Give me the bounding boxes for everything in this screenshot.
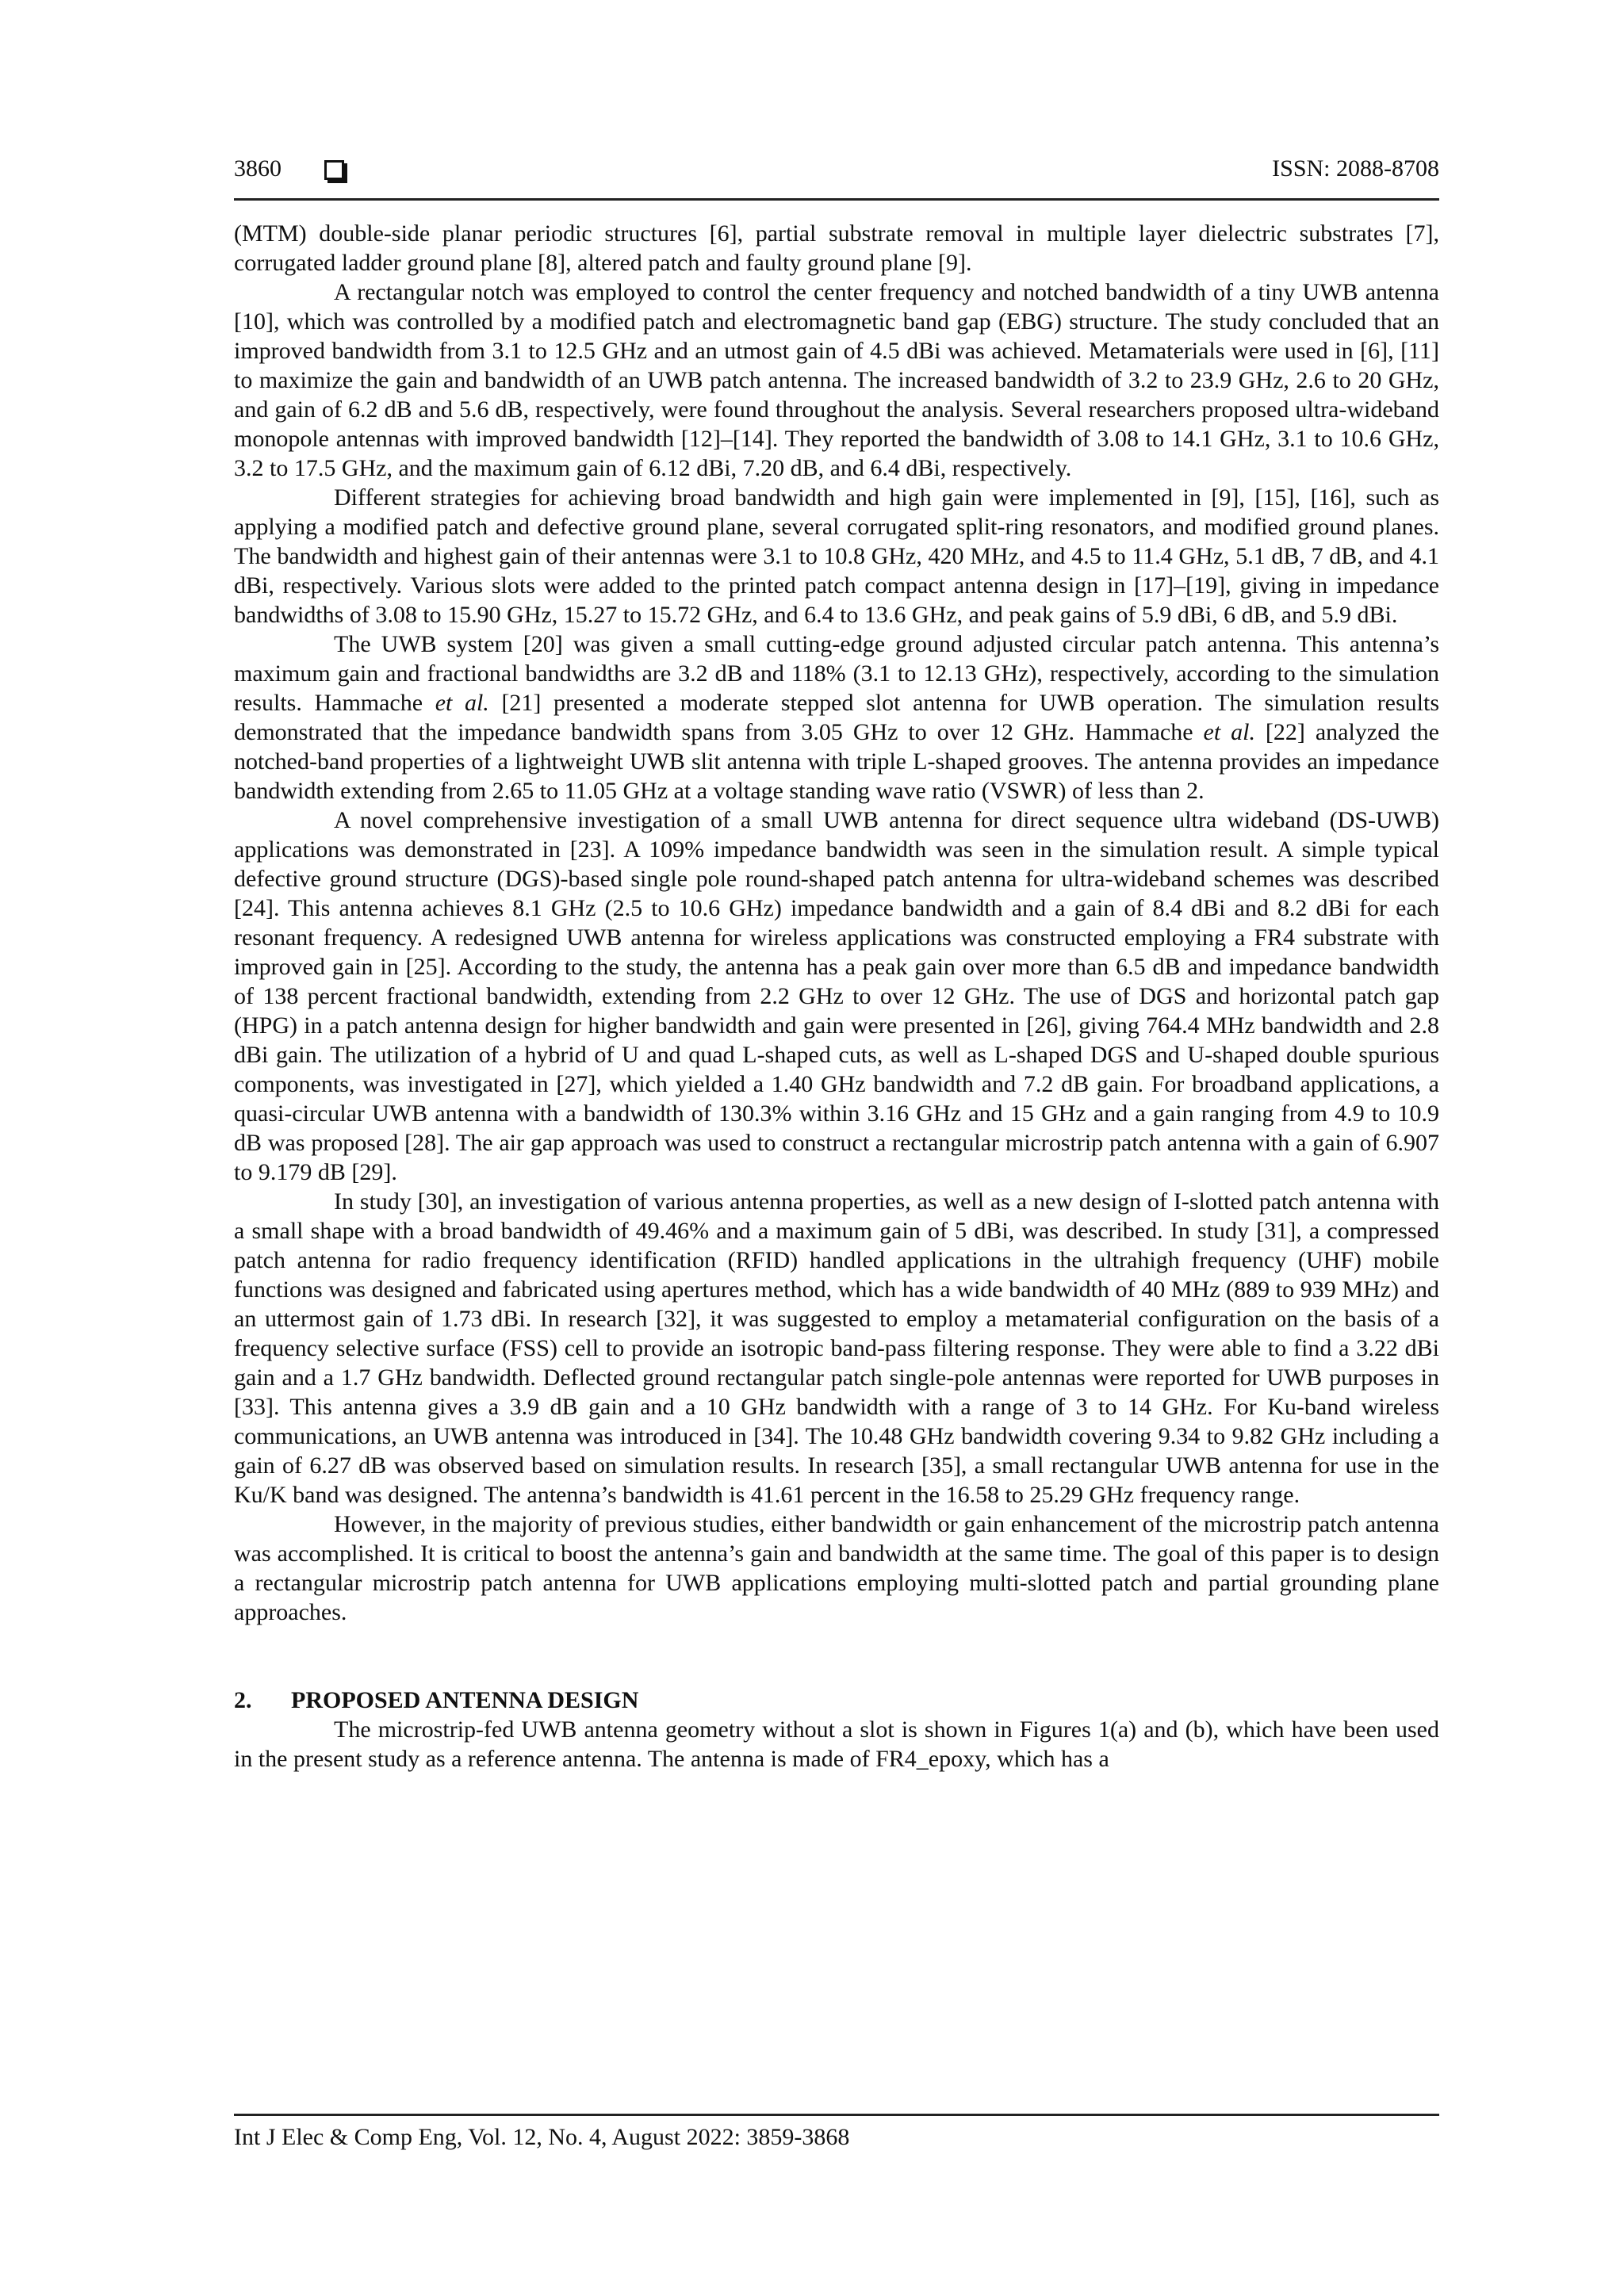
paragraph: A novel comprehensive investigation of a small UWB antenna for direct sequence ultra wideband (DS-UWB) applications was demonstrated in [23]. A 109% impedance bandwidth was seen in the simulation result. A simple typical defective ground structure (DGS)-based single pole round-shaped patch antenna for ultra-wideband schemes was described [24]. This antenna achieves 8.1 GHz (2.5 to 10.6 GHz) impedance bandwidth and a gain of 8.4 dBi and 8.2 dBi for each resonant frequency. A redesigned UWB antenna for wireless applications was constructed employing a FR4 substrate with improved gain in [25]. According to the study, the antenna has a peak gain over more than 6.5 dB and impedance bandwidth of 138 percent fractional bandwidth, extending from 2.2 GHz to over 12 GHz. The use of DGS and horizontal patch gap (HPG) in a patch antenna design for higher bandwidth and gain were presented in [26], giving 764.4 MHz bandwidth and 2.8 dBi gain. The utilization of a hybrid of U and quad L-shaped cuts, as well as L-shaped DGS and U-shaped double spurious components, was investigated in [27], which yielded a 1.40 GHz bandwidth and 7.2 dB gain. For broadband applications, a quasi-circular UWB antenna with a bandwidth of 130.3% within 3.16 GHz and 15 GHz and a gain ranging from 4.9 to 10.9 dB was proposed [28]. The air gap approach was used to construct a rectangular microstrip patch antenna with a gain of 6.907 to 9.179 dB [29]. [234, 807, 1439, 1185]
section-paragraph: The microstrip-fed UWB antenna geometry without a slot is shown in Figures 1(a) and (b), which have been used in the present study as a reference antenna. The antenna is made of FR4_epoxy, which has a [234, 1716, 1439, 1772]
article-body [234, 219, 1439, 1774]
section-title: PROPOSED ANTENNA DESIGN [291, 1687, 639, 1713]
section-heading [234, 1686, 1439, 1715]
page-header [234, 155, 1439, 201]
journal-issn: ISSN: 2088-8708 [1272, 155, 1439, 182]
square-bullet-icon [324, 160, 344, 180]
section-number: 2. [234, 1687, 252, 1713]
paragraph: Different strategies for achieving broad bandwidth and high gain were implemented in [9], [15], [16], such as applying a modified patch and defective ground plane, several corrugated split-ring resonators, and modified ground planes. The bandwidth and highest gain of their antennas were 3.1 to 10.8 GHz, 420 MHz, and 4.5 to 11.4 GHz, 5.1 dB, 7 dB, and 4.1 dBi, respectively. Various slots were added to the printed patch compact antenna design in [17]–[19], giving in impedance bandwidths of 3.08 to 15.90 GHz, 15.27 to 15.72 GHz, and 6.4 to 13.6 GHz, and peak gains of 5.9 dBi, 6 dB, and 5.9 dBi. [234, 484, 1439, 628]
page-footer [234, 2114, 1439, 2151]
paragraph: However, in the majority of previous studies, either bandwidth or gain enhancement of the microstrip patch antenna was accomplished. It is critical to boost the antenna’s gain and bandwidth at the same time. The goal of this paper is to design a rectangular microstrip patch antenna for UWB applications employing multi-slotted patch and partial grounding plane approaches. [234, 1511, 1439, 1625]
page-number: 3860 [234, 155, 282, 182]
paragraph-continuation: (MTM) double-side planar periodic structures [6], partial substrate removal in multiple layer dielectric substrates [7], corrugated ladder ground plane [8], altered patch and faulty ground plane [9]. [234, 220, 1439, 276]
journal-citation: Int J Elec & Comp Eng, Vol. 12, No. 4, August 2022: 3859-3868 [234, 2124, 850, 2150]
paragraph: The UWB system [20] was given a small cutting-edge ground adjusted circular patch antenna. This antenna’s maximum gain and fractional bandwidths are 3.2 dB and 118% (3.1 to 12.13 GHz), respectively, according to the simulation results. Hammache et al. [21] presented a moderate stepped slot antenna for UWB operation. The simulation results demonstrated that the impedance bandwidth spans from 3.05 GHz to over 12 GHz. Hammache et al. [22] analyzed the notched-band properties of a lightweight UWB slit antenna with triple L-shaped grooves. The antenna provides an impedance bandwidth extending from 2.65 to 11.05 GHz at a voltage standing wave ratio (VSWR) of less than 2. [234, 631, 1440, 804]
paragraph: A rectangular notch was employed to control the center frequency and notched bandwidth of a tiny UWB antenna [10], which was controlled by a modified patch and electromagnetic band gap (EBG) structure. The study concluded that an improved bandwidth from 3.1 to 12.5 GHz and an utmost gain of 4.5 dBi was achieved. Metamaterials were used in [6], [11] to maximize the gain and bandwidth of an UWB patch antenna. The increased bandwidth of 3.2 to 23.9 GHz, 2.6 to 20 GHz, and gain of 6.2 dB and 5.6 dB, respectively, were found throughout the analysis. Several researchers proposed ultra-wideband monopole antennas with improved bandwidth [12]–[14]. They reported the bandwidth of 3.08 to 14.1 GHz, 3.1 to 10.6 GHz, 3.2 to 17.5 GHz, and the maximum gain of 6.12 dBi, 7.20 dB, and 6.4 dBi, respectively. [234, 279, 1439, 481]
paragraph: In study [30], an investigation of various antenna properties, as well as a new design of I-slotted patch antenna with a small shape with a broad bandwidth of 49.46% and a maximum gain of 5 dBi, was described. In study [31], a compressed patch antenna for radio frequency identification (RFID) handled applications in the ultrahigh frequency (UHF) mobile functions was designed and fabricated using apertures method, which has a wide bandwidth of 40 MHz (889 to 939 MHz) and an uttermost gain of 1.73 dBi. In research [32], it was suggested to employ a metamaterial configuration on the basis of a frequency selective surface (FSS) cell to provide an isotropic band-pass filtering response. They were able to find a 3.22 dBi gain and a 1.7 GHz bandwidth. Deflected ground rectangular patch single-pole antennas were reported for UWB purposes in [33]. This antenna gives a 3.9 dB gain and a 10 GHz bandwidth with a range of 3 to 14 GHz. For Ku-band wireless communications, an UWB antenna was introduced in [34]. The 10.48 GHz bandwidth covering 9.34 to 9.82 GHz including a gain of 6.27 dB was observed based on simulation results. In research [35], a small rectangular UWB antenna for use in the Ku/K band was designed. The antenna’s bandwidth is 41.61 percent in the 16.58 to 25.29 GHz frequency range. [234, 1188, 1439, 1508]
